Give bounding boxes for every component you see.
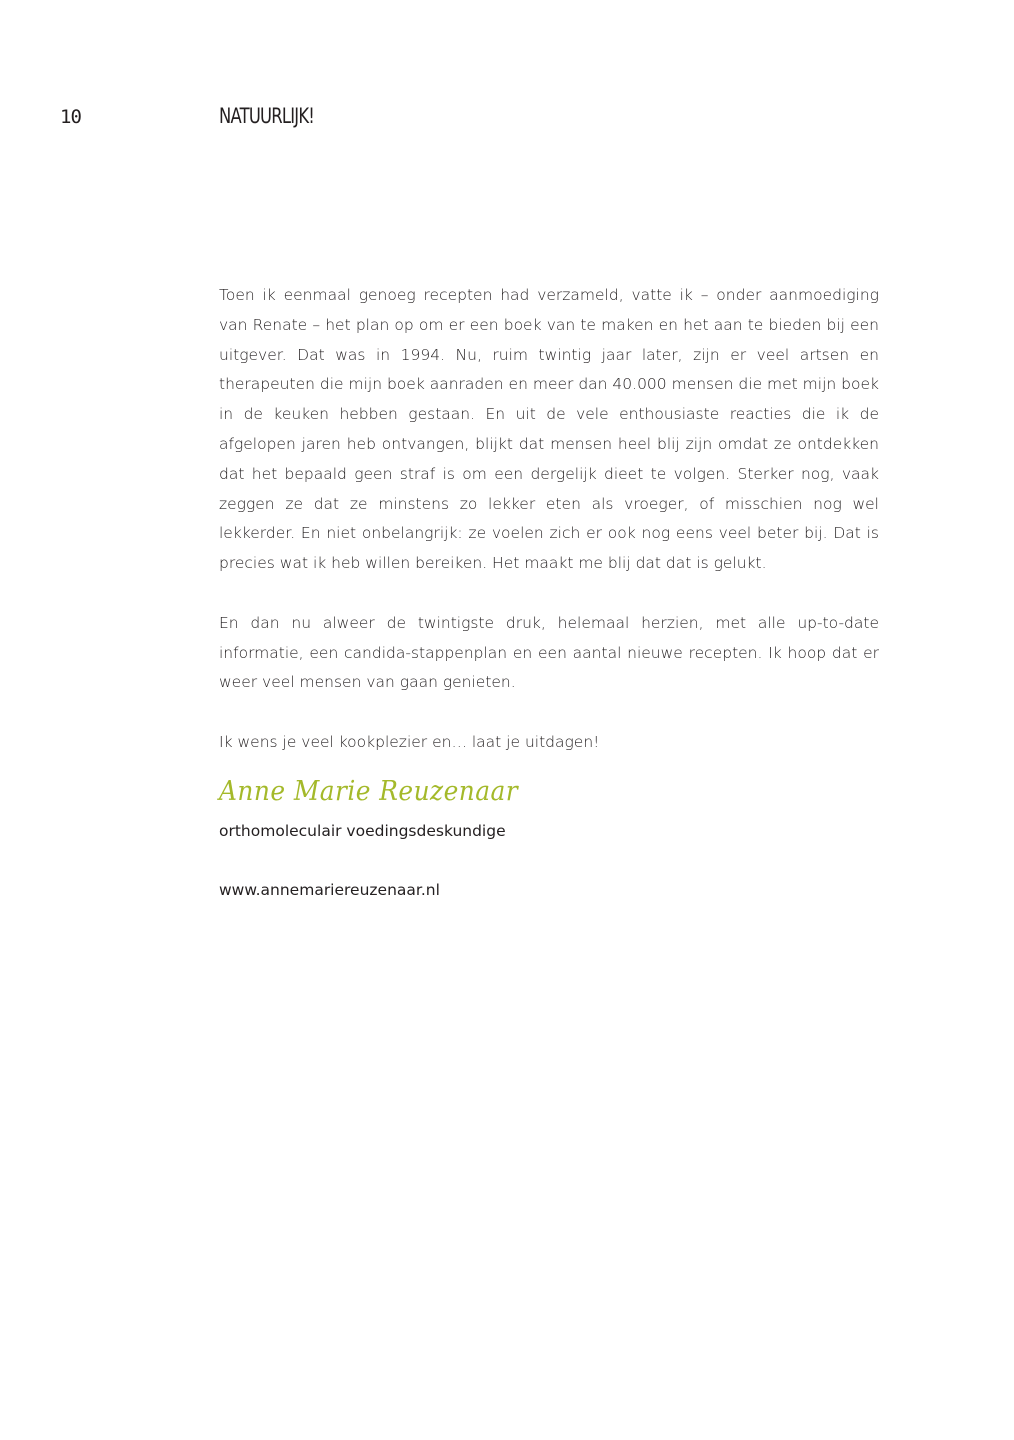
page-number: 10 [60,106,81,128]
paragraph-2: En dan nu alweer de twintigste druk, helemaal herzien, met alle up-to-date informatie, een candida-stappenplan en een aantal nieuwe recepten. Ik hoop dat er weer veel mensen van gaan genieten. [219,613,879,692]
body-text [219,281,879,788]
paragraph-1: Toen ik eenmaal genoeg recepten had verzameld, vatte ik – onder aanmoediging van Renate – het plan op om er een boek van te maken en het aan te bieden bij een uitgever. Dat was in 1994. Nu, ruim twintig jaar later, zijn er veel artsen en therapeuten die mijn boek aanraden en meer dan 40.000 mensen die met mijn boek in de keuken hebben gestaan. En uit de vele enthousiaste reacties die ik de afgelopen jaren heb ontvangen, blijkt dat mensen heel blij zijn omdat ze ontdekken dat het bepaald geen straf is om een dergelijk dieet te volgen. Sterker nog, vaak zeggen ze dat ze minstens zo lekker eten als vroeger, of misschien nog wel lekkerder. En niet onbelangrijk: ze voelen zich er ook nog eens veel beter bij. Dat is precies wat ik heb willen bereiken. Het maakt me blij dat dat is gelukt. [219,286,879,573]
author-role: orthomoleculair voedingsdeskundige [219,822,506,840]
running-title: NATUURLIJK! [219,104,315,128]
closing-line: Ik wens je veel kookplezier en… laat je uitdagen! [219,732,600,751]
author-signature: Anne Marie Reuzenaar [219,776,519,807]
author-website: www.annemariereuzenaar.nl [219,881,440,899]
